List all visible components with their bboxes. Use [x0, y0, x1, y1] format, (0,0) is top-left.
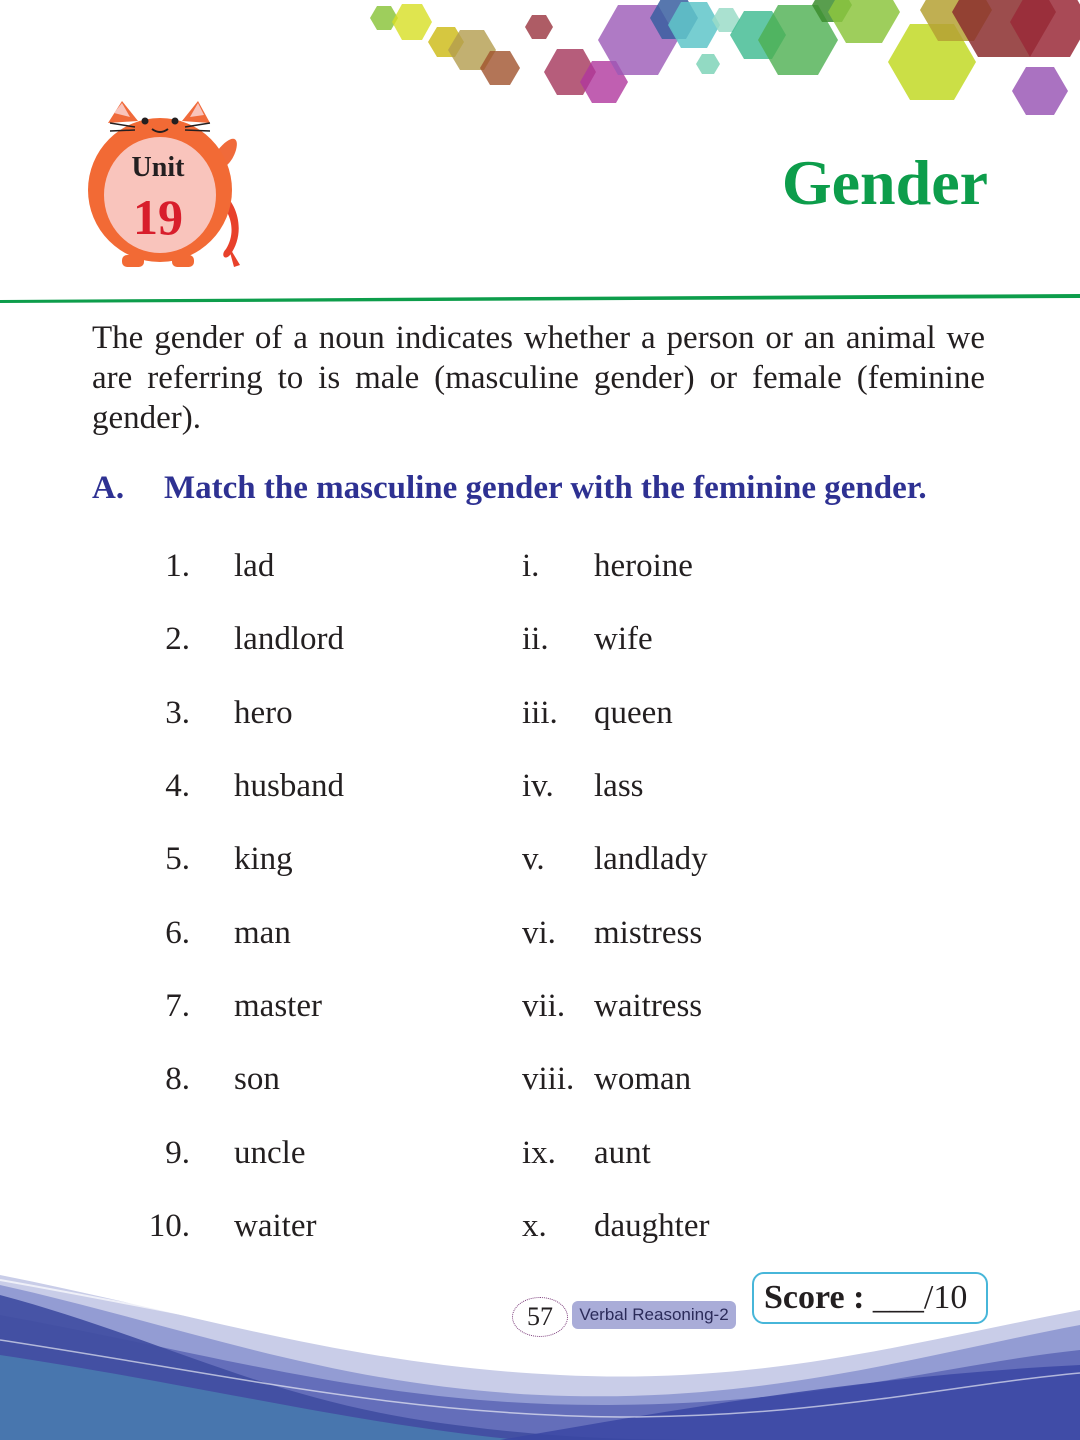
masculine-word: hero: [234, 695, 293, 731]
list-item: [0, 1057, 1080, 1101]
list-item: [0, 1204, 1080, 1248]
list-item: [0, 617, 1080, 661]
page-title: Gender: [781, 147, 988, 218]
score-label: Score :: [764, 1279, 865, 1316]
book-title-badge: Verbal Reasoning-2: [572, 1301, 736, 1329]
intro-paragraph: The gender of a noun indicates whether a person or an animal we are referring to is male (masculine gender) or female (feminine gender).: [92, 320, 985, 436]
masculine-word: lad: [234, 548, 275, 584]
masculine-word: king: [234, 841, 293, 877]
section-instruction: Match the masculine gender with the feminine gender.: [164, 470, 927, 506]
option-numeral: ii.: [522, 621, 549, 657]
score-box: [752, 1272, 988, 1324]
item-number: 3.: [165, 695, 190, 731]
option-numeral: vii.: [522, 988, 566, 1024]
list-item: [0, 764, 1080, 808]
unit-number: 19: [133, 189, 183, 245]
item-number: 4.: [165, 768, 190, 804]
section-a-heading: [92, 470, 1022, 507]
title-divider: [0, 294, 1080, 308]
item-number: 10.: [148, 1208, 190, 1244]
list-item: [0, 1131, 1080, 1175]
option-numeral: ix.: [522, 1135, 556, 1171]
feminine-word: lass: [594, 768, 644, 804]
masculine-word: uncle: [234, 1135, 306, 1171]
section-letter: A.: [92, 470, 125, 506]
option-numeral: viii.: [522, 1061, 575, 1097]
item-number: 7.: [165, 988, 190, 1024]
masculine-word: man: [234, 915, 291, 951]
feminine-word: landlady: [594, 841, 708, 877]
cat-unit-badge-icon: [80, 95, 255, 275]
feminine-word: daughter: [594, 1208, 710, 1244]
feminine-word: queen: [594, 695, 673, 731]
option-numeral: x.: [522, 1208, 547, 1244]
option-numeral: iv.: [522, 768, 554, 804]
feminine-word: mistress: [594, 915, 703, 951]
item-number: 6.: [165, 915, 190, 951]
feminine-word: aunt: [594, 1135, 651, 1171]
feminine-word: waitress: [594, 988, 703, 1024]
feminine-word: heroine: [594, 548, 693, 584]
option-numeral: vi.: [522, 915, 556, 951]
list-item: [0, 837, 1080, 881]
option-numeral: v.: [522, 841, 545, 877]
masculine-word: landlord: [234, 621, 344, 657]
option-numeral: i.: [522, 548, 540, 584]
item-number: 9.: [165, 1135, 190, 1171]
list-item: [0, 984, 1080, 1028]
list-item: [0, 691, 1080, 735]
list-item: [0, 544, 1080, 588]
feminine-word: woman: [594, 1061, 692, 1097]
list-item: [0, 911, 1080, 955]
item-number: 8.: [165, 1061, 190, 1097]
masculine-word: son: [234, 1061, 280, 1097]
option-numeral: iii.: [522, 695, 558, 731]
item-number: 1.: [165, 548, 190, 584]
feminine-word: wife: [594, 621, 653, 657]
item-number: 2.: [165, 621, 190, 657]
page-number: 57: [512, 1297, 568, 1337]
item-number: 5.: [165, 841, 190, 877]
unit-label: Unit: [131, 152, 185, 183]
masculine-word: master: [234, 988, 322, 1024]
masculine-word: waiter: [234, 1208, 317, 1244]
masculine-word: husband: [234, 768, 344, 804]
score-blank: ___/10: [872, 1279, 968, 1316]
